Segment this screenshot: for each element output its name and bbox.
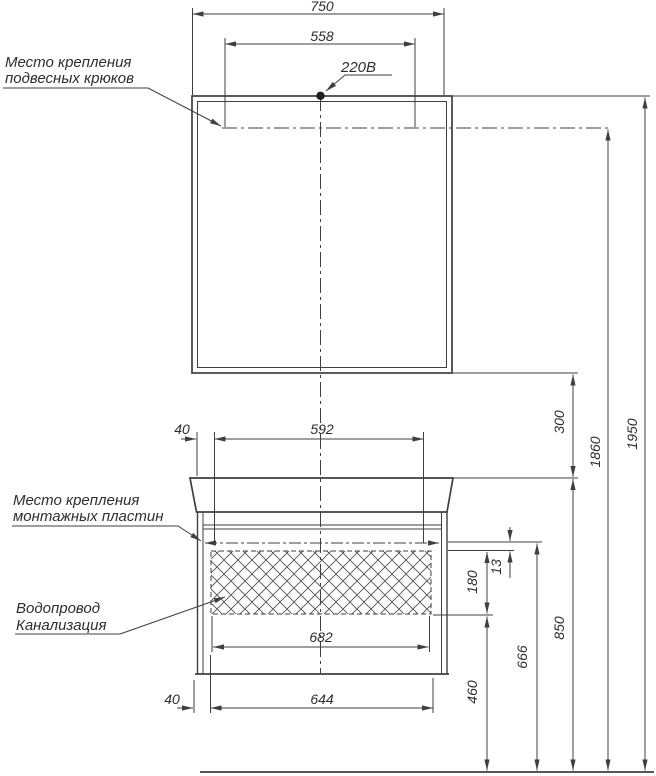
hooks-callout <box>3 54 221 126</box>
dim-682-label: 682 <box>309 629 333 645</box>
power-label: 220В <box>341 59 377 76</box>
dim-592-label: 592 <box>310 421 334 437</box>
dim-460-label: 460 <box>464 680 480 704</box>
hooks-label-line1: Место крепления <box>5 54 132 71</box>
right-dimensions <box>464 98 645 771</box>
pipes-label-line1: Водопровод <box>16 600 101 617</box>
hooks-label-line2: подвесных крюков <box>5 70 134 87</box>
plates-label-line2: монтажных пластин <box>13 508 164 525</box>
dim-300-label: 300 <box>551 410 567 434</box>
dim-13-label: 13 <box>488 559 504 575</box>
pipes-hatch-area <box>211 551 431 614</box>
dim-666-label: 666 <box>514 645 530 669</box>
plates-label-line1: Место крепления <box>13 492 140 509</box>
dim-644-label: 644 <box>310 691 334 707</box>
pipes-label-line2: Канализация <box>16 617 107 634</box>
mirror-outer-frame <box>192 96 452 373</box>
top-dimensions <box>193 0 445 127</box>
dim-40top-label: 40 <box>174 421 190 437</box>
plates-leader <box>12 526 201 541</box>
dim-1860-label: 1860 <box>587 436 603 468</box>
power-outlet-point <box>316 92 324 100</box>
power-leader <box>326 75 392 91</box>
hooks-leader <box>3 88 221 126</box>
dim-180-label: 180 <box>464 570 480 594</box>
dim-850-label: 850 <box>551 616 567 640</box>
mirror-inner-frame <box>198 102 447 368</box>
dim-750-label: 750 <box>310 0 334 14</box>
bottom-dimensions <box>164 655 433 713</box>
right-extension-lines <box>433 96 650 615</box>
dim-40bottom-label: 40 <box>164 691 180 707</box>
dim-558-label: 558 <box>310 28 334 44</box>
pipes-callout <box>15 597 225 634</box>
power-callout <box>326 59 392 91</box>
dim-1950-label: 1950 <box>624 418 640 450</box>
plates-callout <box>12 492 201 541</box>
sink-outline <box>190 478 453 512</box>
